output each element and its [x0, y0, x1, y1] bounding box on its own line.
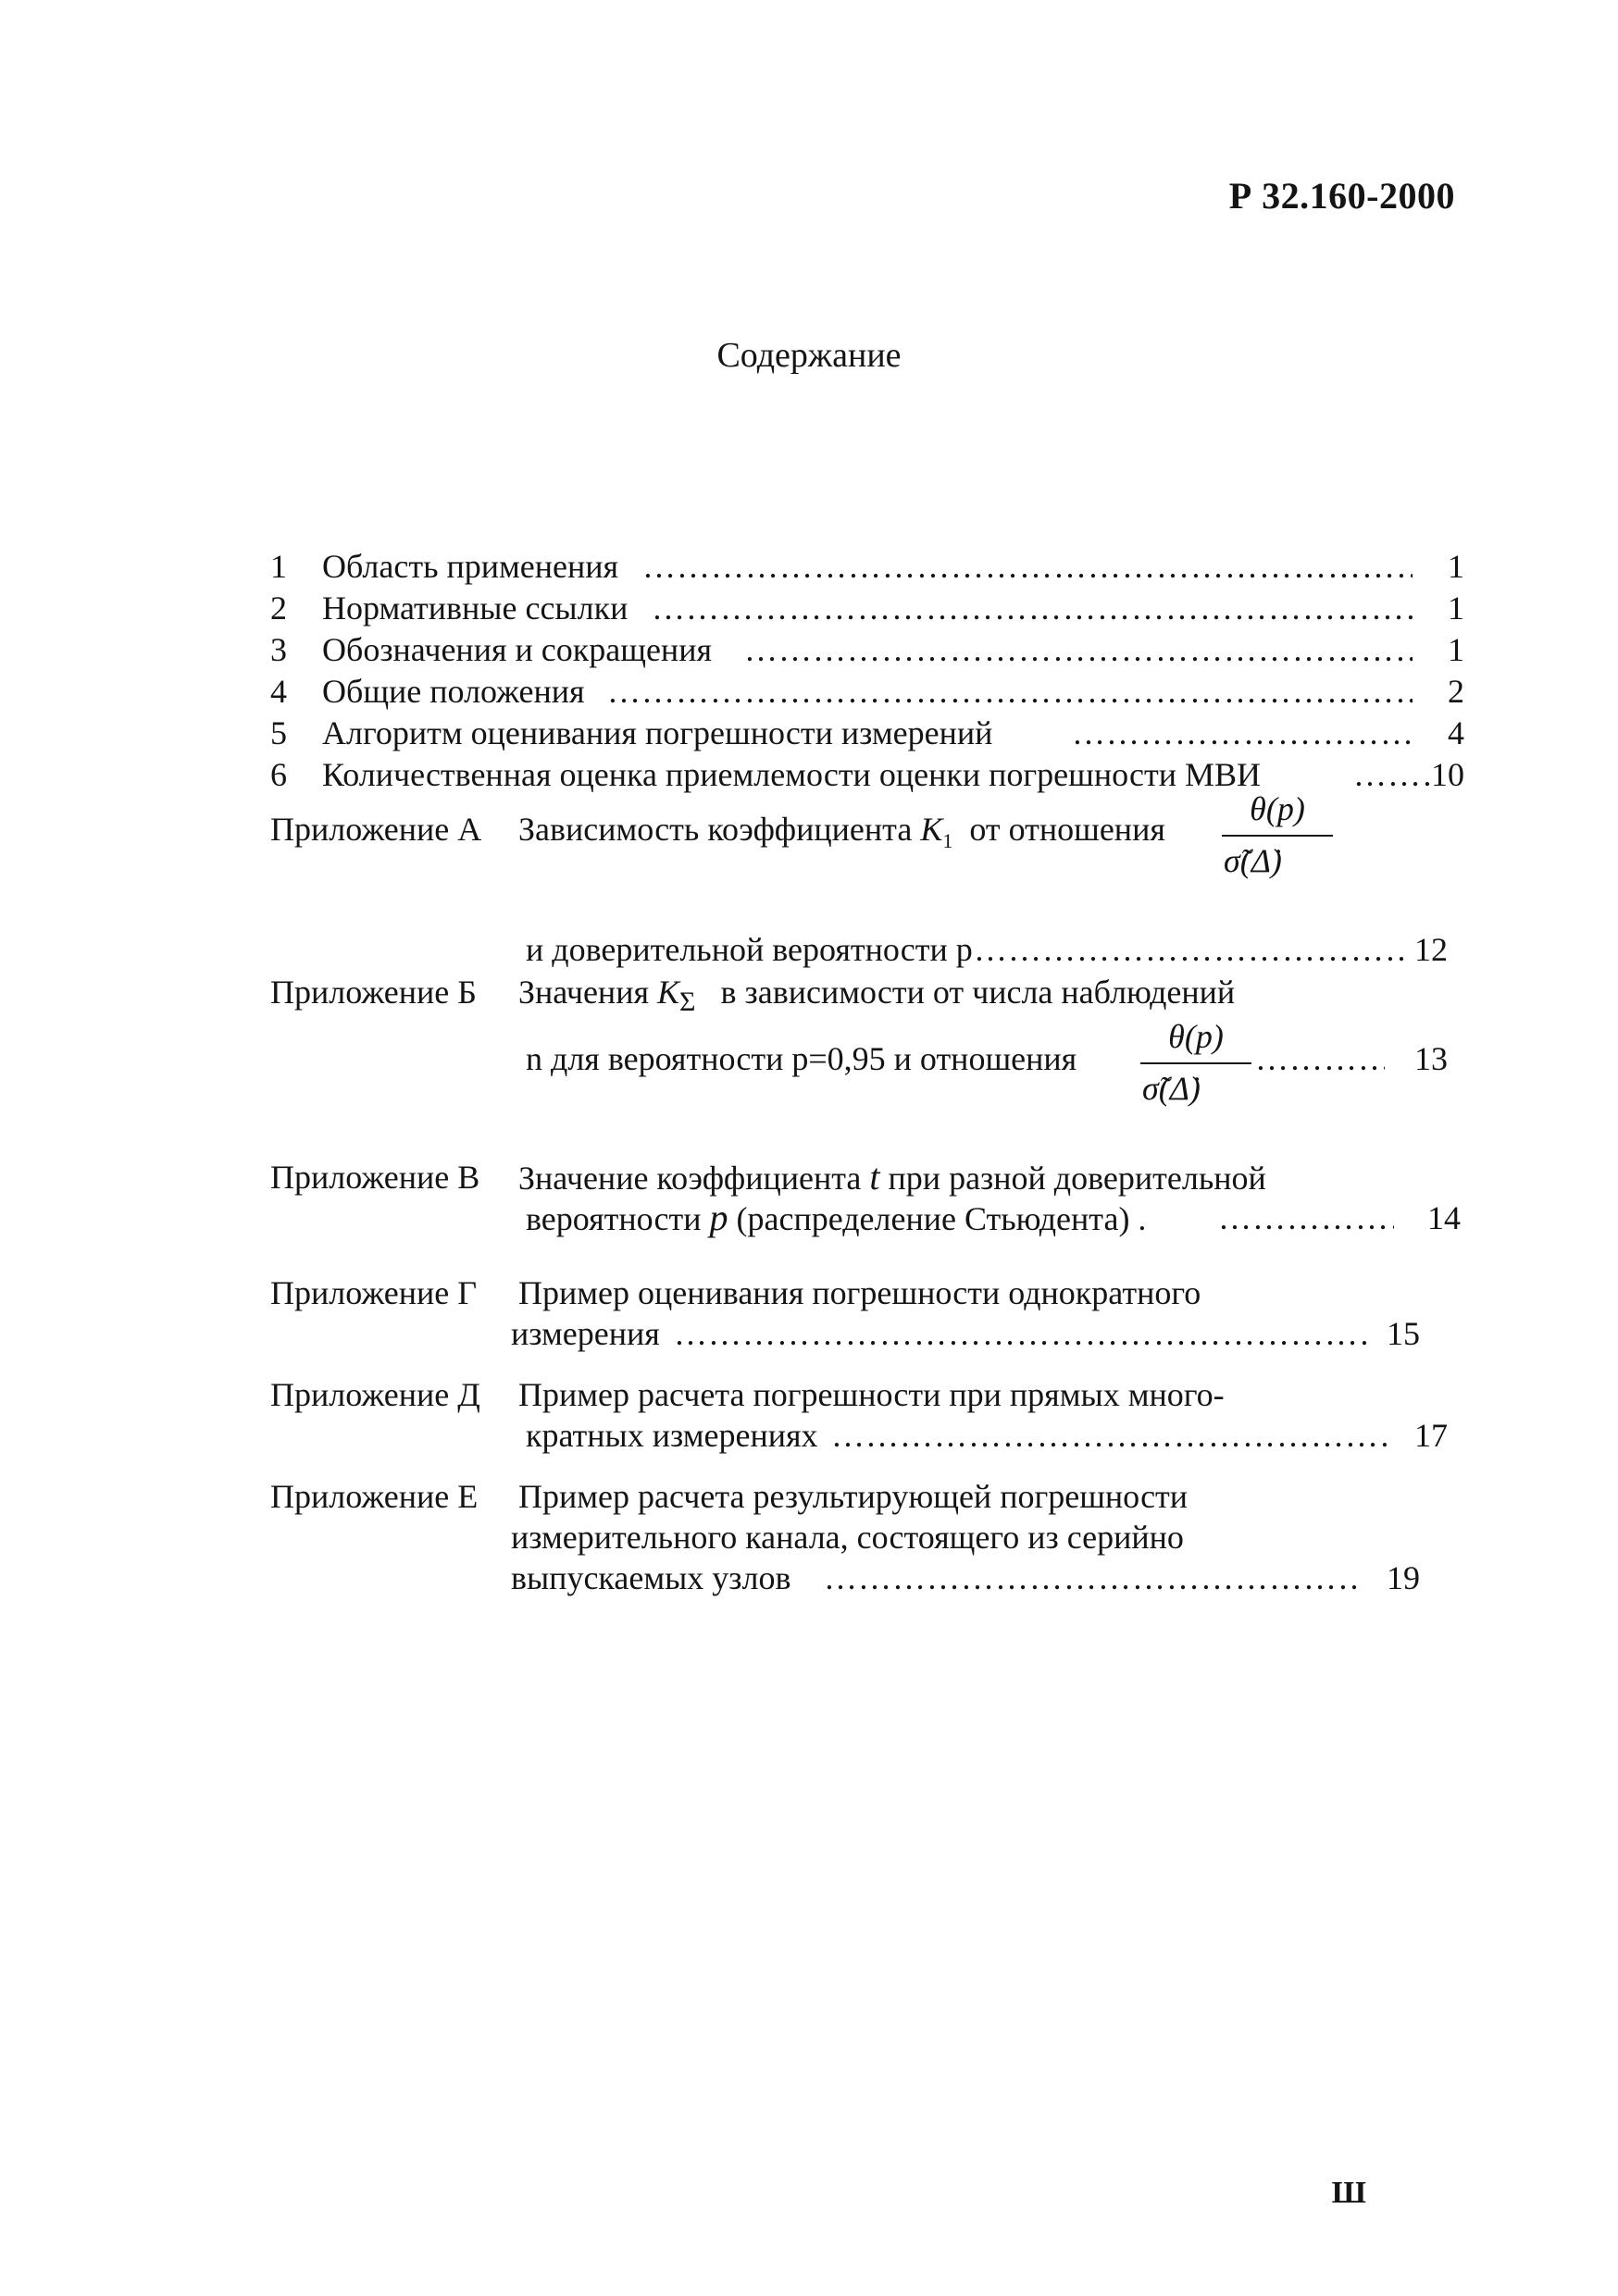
dot-leader	[1218, 1198, 1394, 1238]
dot-leader	[642, 546, 1413, 587]
fraction-numerator: θ(p)	[1250, 790, 1305, 827]
document-code: Р 32.160-2000	[1228, 175, 1455, 217]
toc-title: Алгоритм оценивания погрешности измерений	[322, 714, 993, 751]
dot-leader	[1072, 713, 1413, 753]
toc-entry[interactable]	[270, 588, 1464, 630]
dot-leader	[744, 629, 1413, 670]
appendix-text: в зависимости от числа наблюдений	[720, 974, 1236, 1011]
toc-appendix-d[interactable]	[270, 1374, 1464, 1467]
toc-entry[interactable]	[270, 713, 1464, 755]
fraction-denominator: σ̃(Δ̇)	[1142, 1070, 1201, 1107]
page-title: Содержание	[716, 336, 902, 375]
appendix-title-line: кратных измерениях	[526, 1417, 818, 1454]
toc-appendix-e[interactable]	[270, 1476, 1464, 1606]
toc-entry[interactable]	[270, 546, 1464, 589]
dot-leader	[831, 1415, 1394, 1456]
toc-title: Обозначения и сокращения	[322, 631, 713, 668]
math-symbol: K	[657, 974, 680, 1011]
toc-appendix-v[interactable]	[270, 1157, 1464, 1249]
math-subscript: 1	[942, 829, 953, 853]
math-symbol: t	[869, 1156, 880, 1198]
appendix-text: от отношения	[969, 811, 1165, 848]
appendix-text: вероятности	[526, 1200, 702, 1237]
appendix-title-line	[518, 972, 1235, 1023]
dot-leader	[974, 929, 1409, 970]
dot-leader	[607, 671, 1413, 712]
page-number-roman: Ш	[1331, 2176, 1366, 2210]
math-symbol: p	[709, 1197, 728, 1238]
appendix-title-line: Пример расчета результирующей погрешности	[518, 1478, 1189, 1515]
toc-title: Количественная оценка приемлемости оценки погрешности МВИ	[322, 756, 1261, 793]
appendix-title-line: измерительного канала, состоящего из серийно	[511, 1519, 1184, 1556]
fraction-bar	[1140, 1062, 1251, 1064]
appendix-label: Приложение В	[270, 1159, 480, 1196]
math-symbol: K	[920, 811, 943, 848]
dot-leader	[674, 1313, 1368, 1354]
toc-page: 17	[1414, 1417, 1448, 1454]
toc-entry[interactable]	[270, 671, 1464, 714]
appendix-title-line: Пример оценивания погрешности однократного	[518, 1274, 1201, 1311]
toc-page: 19	[1387, 1559, 1420, 1596]
toc-page: 14	[1427, 1199, 1461, 1236]
appendix-label: Приложение А	[270, 811, 482, 848]
dot-leader	[824, 1558, 1361, 1598]
toc-page: 10	[1431, 756, 1464, 793]
appendix-title-line	[526, 1198, 1146, 1239]
toc-title: Область применения	[322, 548, 619, 585]
fraction-numerator: θ(p)	[1168, 1018, 1224, 1055]
appendix-text: при разной доверительной	[888, 1160, 1266, 1197]
toc-title: Общие положения	[322, 673, 585, 710]
appendix-text: (распределение Стьюдента) .	[736, 1200, 1147, 1237]
appendix-text: Значение коэффициента	[518, 1160, 862, 1197]
toc-page: 2	[1448, 673, 1464, 710]
appendix-text: Значения	[518, 974, 650, 1011]
toc-entry[interactable]	[270, 629, 1464, 672]
fraction-bar	[1222, 835, 1333, 837]
toc-page: 13	[1414, 1040, 1448, 1077]
fraction-denominator: σ̃(Δ̇)	[1224, 842, 1282, 879]
appendix-title-line: измерения	[511, 1315, 660, 1352]
dot-leader	[652, 588, 1413, 628]
appendix-title-line	[518, 809, 1165, 862]
math-subscript: Σ	[679, 987, 696, 1018]
toc-page: 1	[1448, 548, 1464, 585]
toc-page: 1	[1448, 590, 1464, 627]
toc-appendix-a[interactable]	[270, 790, 1464, 994]
toc-number: 2	[270, 590, 287, 627]
toc-page: 1	[1448, 631, 1464, 668]
toc-page: 4	[1448, 714, 1464, 751]
toc-number: 3	[270, 631, 287, 668]
appendix-title-line: Пример расчета погрешности при прямых много-	[518, 1376, 1225, 1413]
toc-number: 1	[270, 548, 287, 585]
dot-leader	[1255, 1038, 1385, 1079]
appendix-text: Зависимость коэффициента	[518, 811, 913, 848]
appendix-label: Приложение Б	[270, 974, 477, 1011]
appendix-label: Приложение Е	[270, 1478, 479, 1515]
appendix-title-line: и доверительной вероятности р	[526, 931, 973, 968]
toc-number: 6	[270, 756, 287, 793]
appendix-title-line	[518, 1157, 1266, 1198]
toc-number: 5	[270, 714, 287, 751]
appendix-label: Приложение Г	[270, 1274, 478, 1311]
toc-page: 12	[1414, 931, 1448, 968]
toc-appendix-b[interactable]	[270, 972, 1464, 1157]
toc-appendix-g[interactable]	[270, 1272, 1464, 1365]
toc-page: 15	[1387, 1315, 1420, 1352]
toc-title: Нормативные ссылки	[322, 590, 629, 627]
appendix-title-line: выпускаемых узлов	[511, 1559, 791, 1596]
toc-number: 4	[270, 673, 287, 710]
dot-leader	[1353, 754, 1433, 795]
appendix-title-line: n для вероятности р=0,95 и отношения	[526, 1040, 1077, 1077]
appendix-label: Приложение Д	[270, 1376, 480, 1413]
